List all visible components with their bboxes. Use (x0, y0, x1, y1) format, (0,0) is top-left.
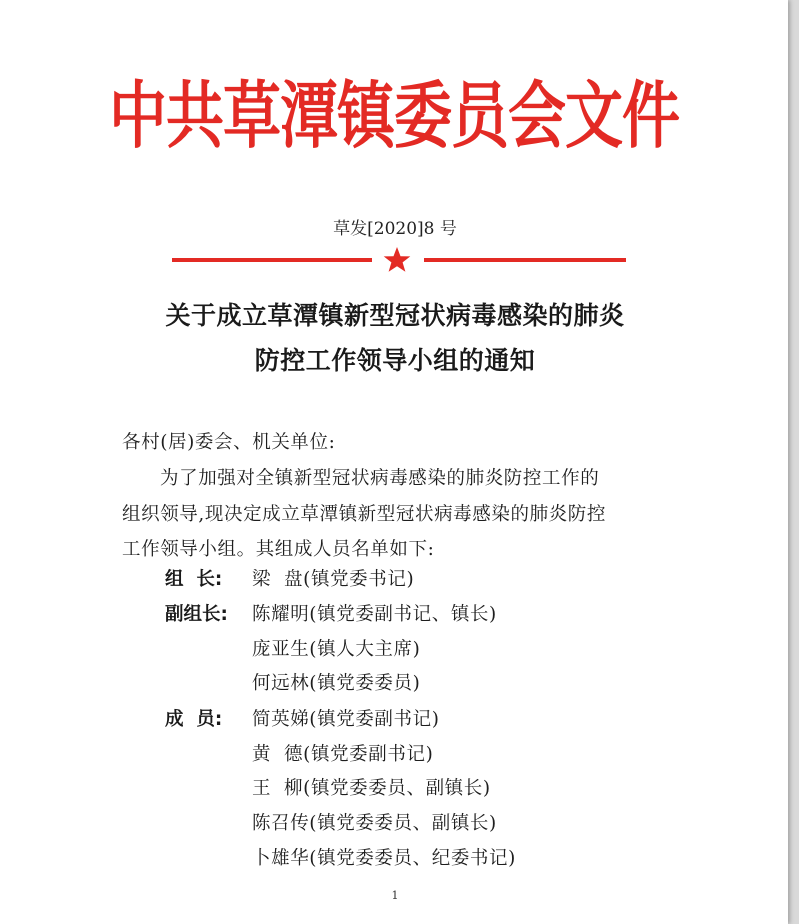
member-item: 梁 盘(镇党委书记) (252, 569, 415, 590)
red-rule-right (424, 258, 626, 262)
member-item: 何远林(镇党委委员) (252, 673, 421, 694)
member-item: 卜雄华(镇党委委员、纪委书记) (252, 848, 516, 869)
document-number: 草发[2020]8 号 (333, 219, 457, 239)
role-leader: 组 长: (165, 569, 223, 590)
masthead-title: 中共草潭镇委员会文件 (108, 73, 679, 159)
member-item: 王 柳(镇党委委员、副镇长) (252, 778, 491, 799)
member-item: 黄 德(镇党委副书记) (252, 744, 434, 765)
role-deputy: 副组长: (165, 604, 228, 625)
body-line-2: 组织领导,现决定成立草潭镇新型冠状病毒感染的肺炎防控 (122, 504, 606, 525)
member-item: 陈召传(镇党委委员、副镇长) (252, 813, 497, 834)
notice-title-line-2: 防控工作领导小组的通知 (254, 346, 536, 375)
page-number: 1 (391, 889, 399, 902)
member-item: 陈耀明(镇党委副书记、镇长) (252, 604, 497, 625)
body-line-3: 工作领导小组。其组成人员名单如下: (122, 539, 435, 560)
member-item: 简英娣(镇党委副书记) (252, 709, 440, 730)
role-member: 成 员: (165, 709, 223, 730)
notice-title-line-1: 关于成立草潭镇新型冠状病毒感染的肺炎 (165, 301, 625, 330)
addressee: 各村(居)委会、机关单位: (122, 432, 336, 453)
member-item: 庞亚生(镇人大主席) (252, 639, 421, 660)
red-rule-left (172, 258, 372, 262)
red-star-icon (382, 245, 412, 275)
body-line-1: 为了加强对全镇新型冠状病毒感染的肺炎防控工作的 (160, 468, 600, 489)
